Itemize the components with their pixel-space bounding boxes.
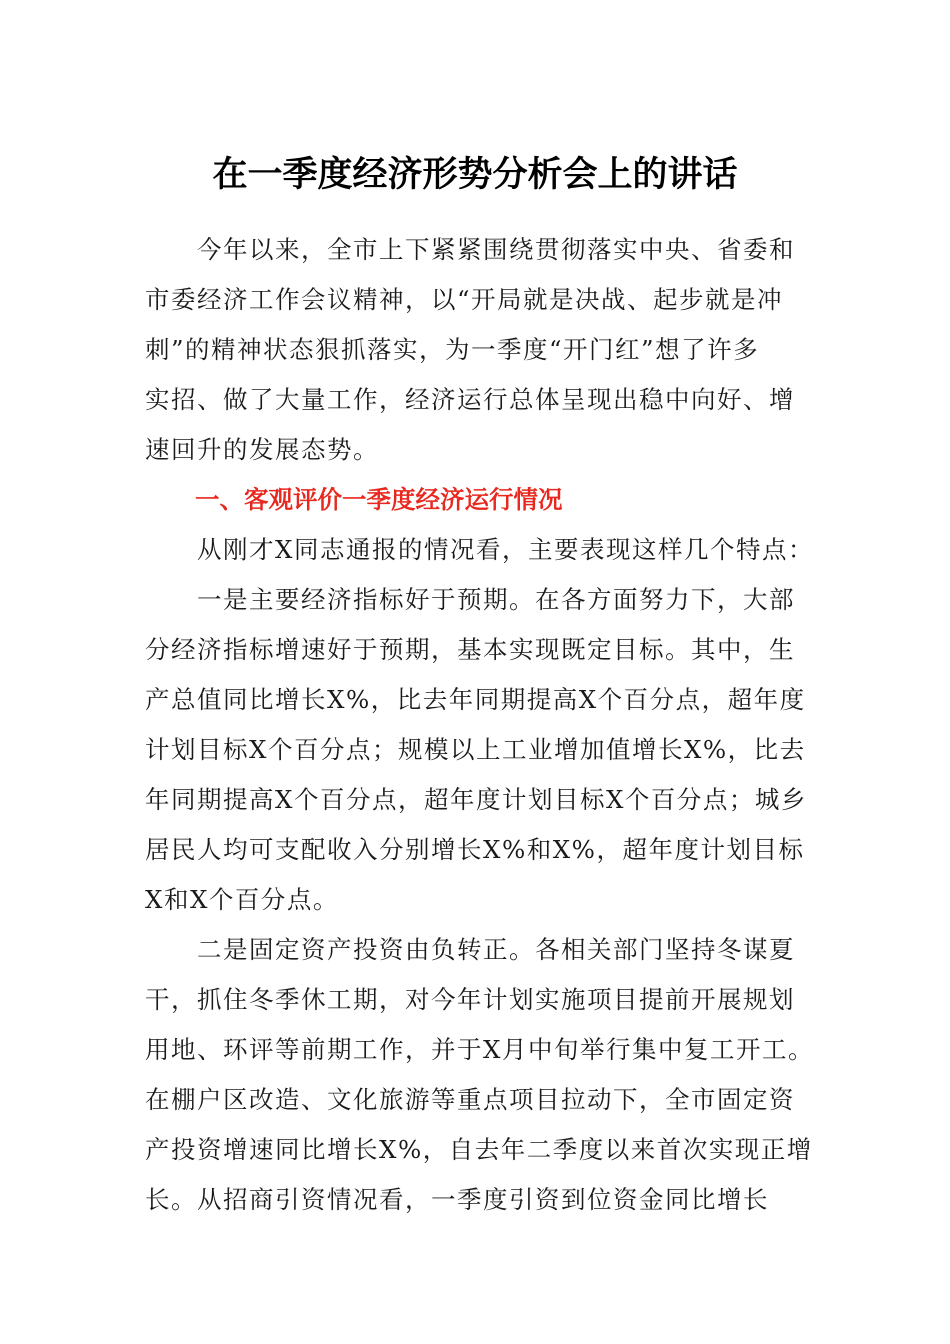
paragraph-line: 用地、环评等前期工作，并于X月中旬举行集中复工开工。 (145, 1035, 814, 1064)
paragraph-3 (145, 925, 814, 1225)
intro-paragraph (145, 225, 807, 475)
paragraph-line: 干，抓住冬季休工期，对今年计划实施项目提前开展规划 (145, 985, 795, 1014)
paragraph-line: 实招、做了大量工作，经济运行总体呈现出稳中向好、增 (145, 385, 795, 414)
paragraph-line: 产总值同比增长X%，比去年同期提高X个百分点，超年度 (145, 685, 806, 714)
paragraph-line: 二是固定资产投资由负转正。各相关部门坚持冬谋夏 (145, 935, 795, 964)
paragraph-line: 今年以来，全市上下紧紧围绕贯彻落实中央、省委和 (145, 235, 795, 264)
paragraph-line: 刺”的精神状态狠抓落实，为一季度“开门红”想了许多 (145, 335, 760, 364)
paragraph-line: 计划目标X个百分点；规模以上工业增加值增长X%，比去 (145, 735, 806, 764)
document-title: 在一季度经济形势分析会上的讲话 (212, 154, 738, 195)
paragraph-line: 市委经济工作会议精神，以“开局就是决战、起步就是冲 (145, 285, 784, 314)
paragraph-line: 产投资增速同比增长X%，自去年二季度以来首次实现正增 (145, 1135, 813, 1164)
paragraph-line: 长。从招商引资情况看，一季度引资到位资金同比增长 (145, 1185, 769, 1214)
paragraph-line: 速回升的发展态势。 (145, 435, 379, 464)
paragraph-1 (145, 525, 814, 575)
paragraph-line: 居民人均可支配收入分别增长X%和X%，超年度计划目标 (145, 835, 805, 864)
paragraph-line: 分经济指标增速好于预期，基本实现既定目标。其中，生 (145, 635, 795, 664)
paragraph-2 (145, 575, 807, 925)
paragraph-line: X和X个百分点。 (145, 885, 339, 914)
section-heading: 一、客观评价一季度经济运行情况 (195, 485, 563, 514)
paragraph-line: 从刚才X同志通报的情况看，主要表现这样几个特点： (145, 535, 814, 564)
paragraph-line: 在棚户区改造、文化旅游等重点项目拉动下，全市固定资 (145, 1085, 795, 1114)
paragraph-line: 年同期提高X个百分点，超年度计划目标X个百分点；城乡 (145, 785, 807, 814)
paragraph-line: 一是主要经济指标好于预期。在各方面努力下，大部 (145, 585, 795, 614)
